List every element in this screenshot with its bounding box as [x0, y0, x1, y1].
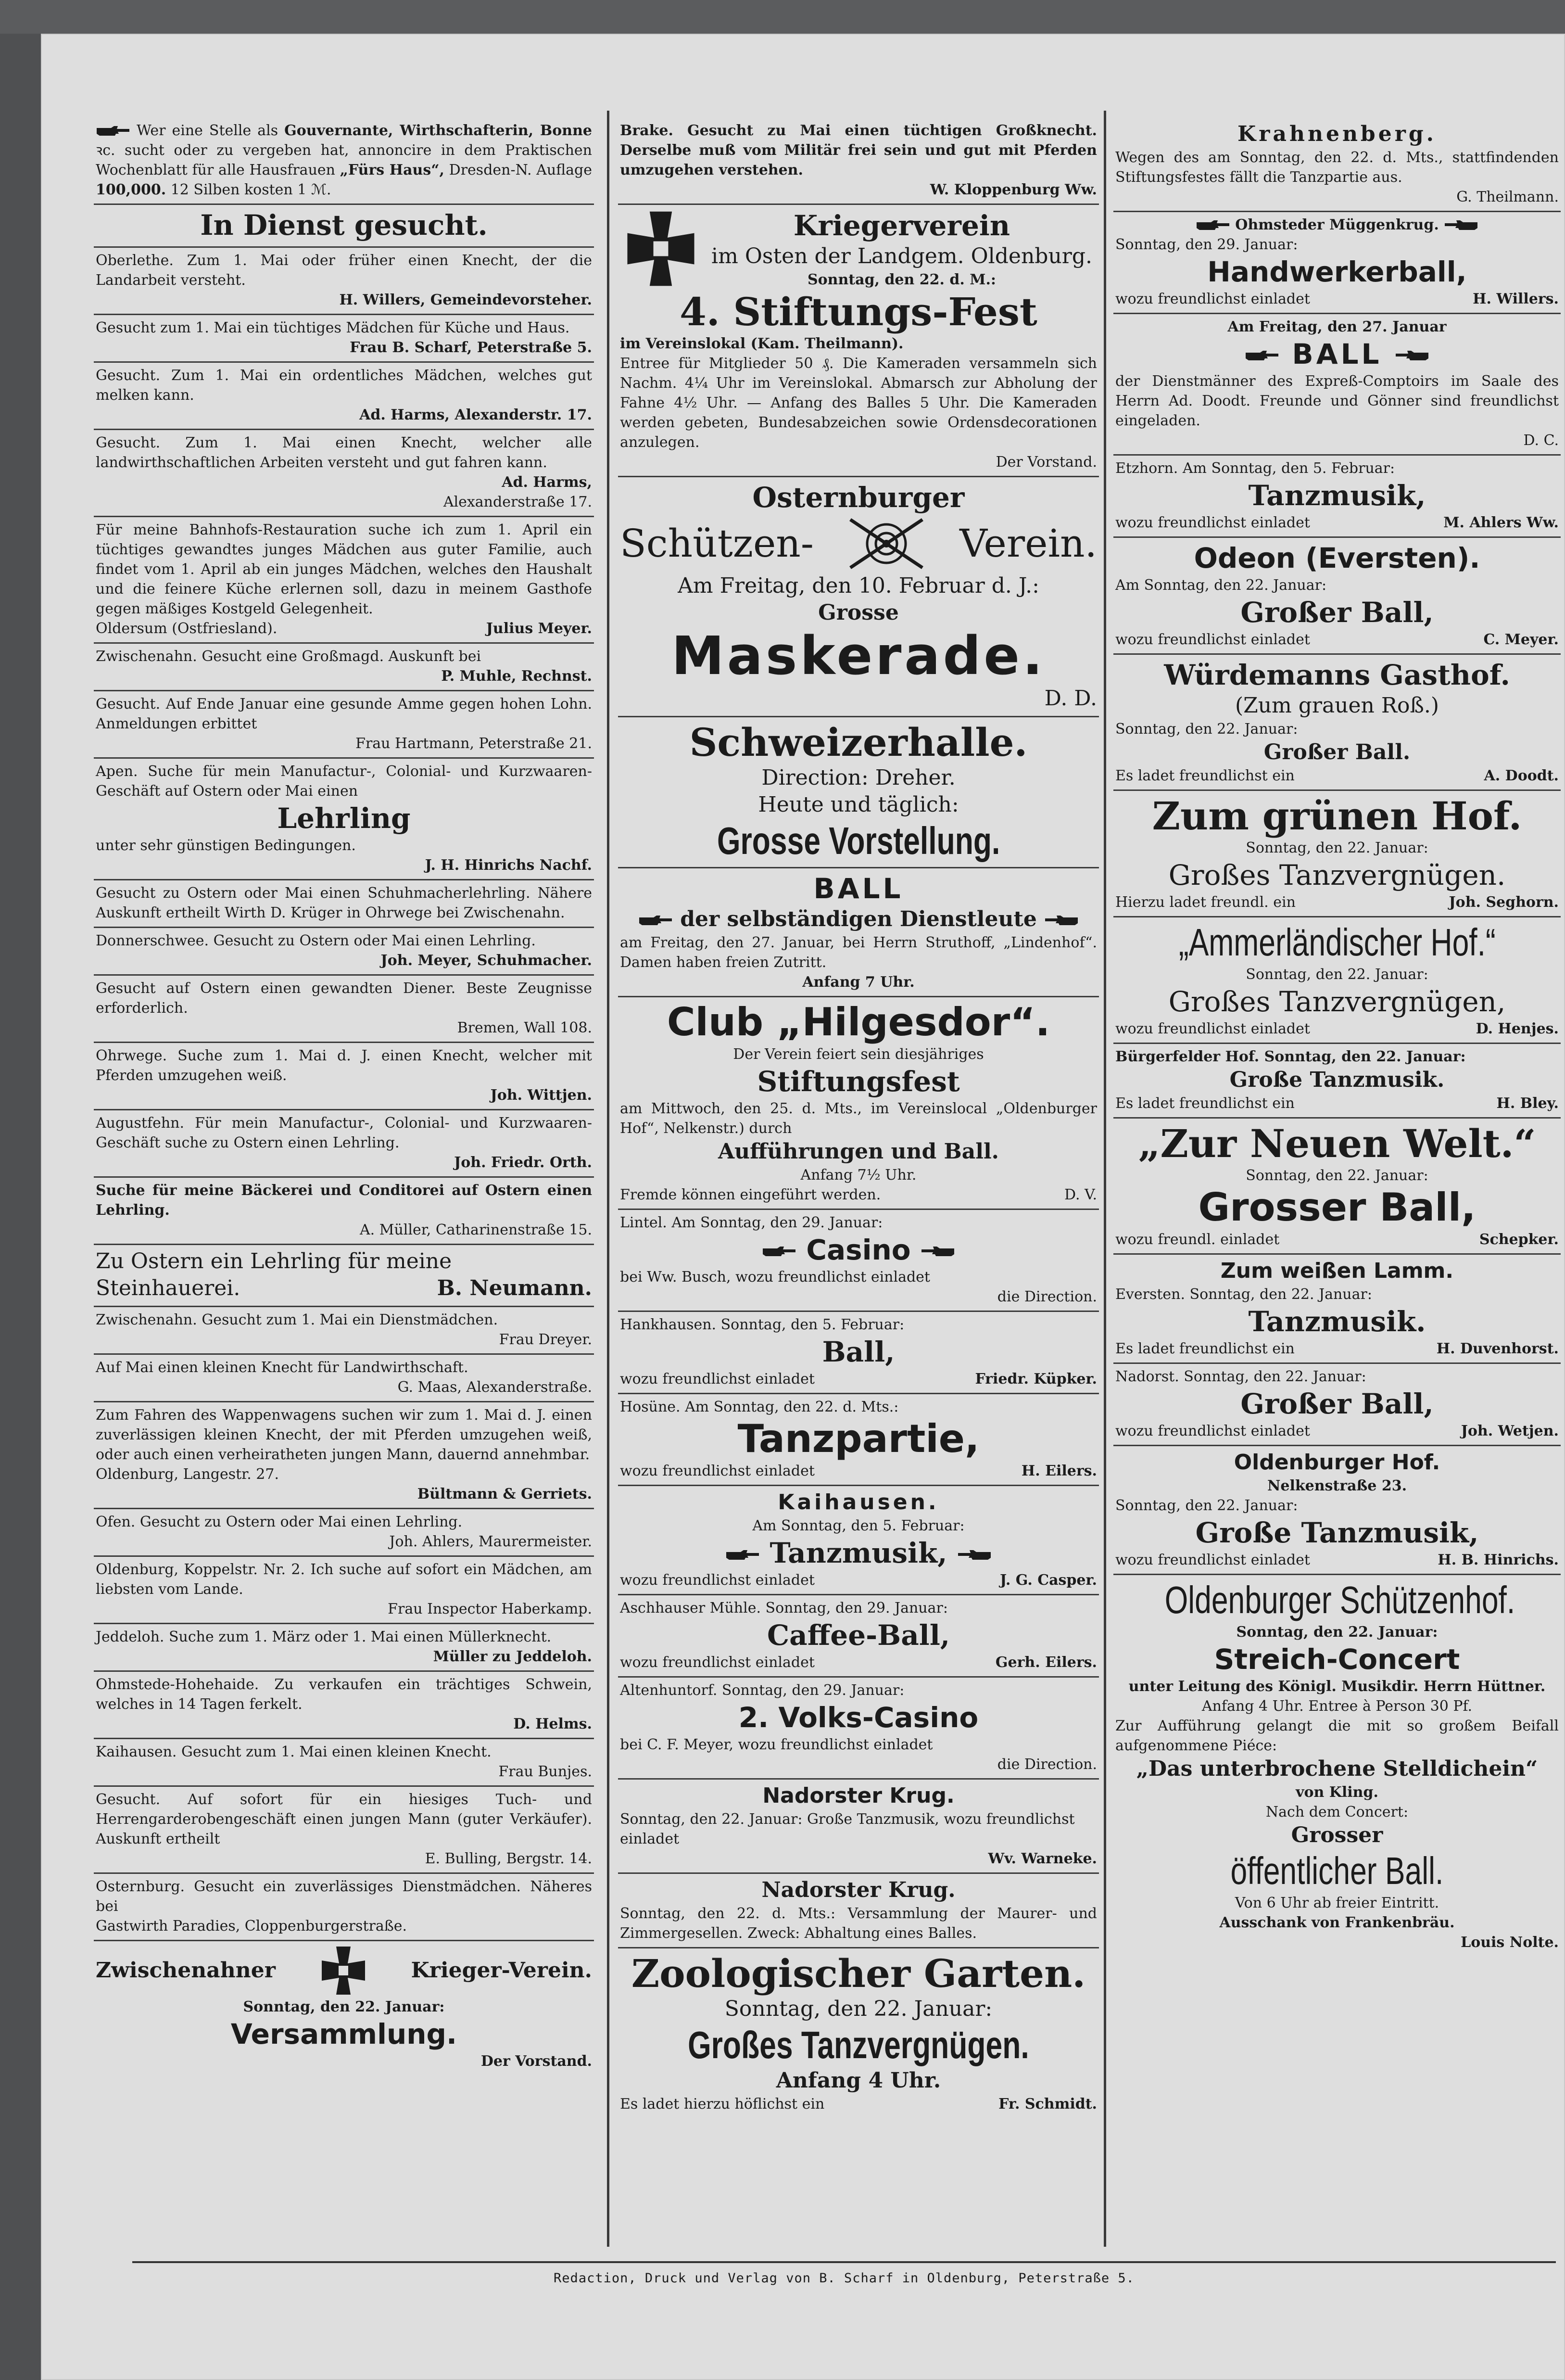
ad-wuerdemanns: Würdemanns Gasthof. (Zum grauen Roß.) Sonntag, den 22. Januar: Großer Ball. Es ladet freundlichst ein A. Doodt. [1113, 655, 1561, 791]
ad-wappenwagen: Zum Fahren des Wappenwagens suchen wir zum 1. Mai d. J. einen zuverlässigen kleinen Knecht, der mit Pferden umzugehen weiß, oder auch einen verheiratheten jungen Mann, dauernd annehmbar. Oldenburg, Langestr. 27. Bültmann & Gerriets. [94, 1402, 594, 1509]
pointing-hand-icon [1395, 350, 1429, 362]
ad-kaihausen-tanz: Kaihausen. Am Sonntag, den 5. Februar: Tanzmusik, wozu freundlichst einladet J. G. Casper. [618, 1486, 1099, 1595]
ad-schuetzen-verein: Osternburger Schützen- Verein. Am Freitag, den 10. Februar d. J.: Grosse Maskerade. D. D. [618, 477, 1099, 717]
ad-osternburg: Osternburg. Gesucht ein zuverlässiges Dienstmädchen. Näheres bei Gastwirth Paradies, Cloppenburgerstraße. [94, 1874, 594, 1941]
pointing-hand-icon [638, 915, 673, 927]
imprint-footer: Redaction, Druck und Verlag von B. Scharf in Oldenburg, Peterstraße 5. [554, 2271, 1135, 2286]
ad-jeddeloh: Jeddeloh. Suche zum 1. März oder 1. Mai einen Müllerknecht. Müller zu Jeddeloh. [94, 1624, 594, 1672]
section-heading: In Dienst gesucht. [94, 205, 594, 248]
ad-nadorst: Nadorst. Sonntag, den 22. Januar: Großer Ball, wozu freundlichst einladet Joh. Wetjen. [1113, 1364, 1561, 1446]
ad-hosuene: Hosüne. Am Sonntag, den 22. d. Mts.: Tanzpartie, wozu freundlichst einladet H. Eilers. [618, 1394, 1099, 1486]
scan-top-border [0, 0, 1565, 34]
ad-haberkamp: Oldenburg, Koppelstr. Nr. 2. Ich suche auf sofort ein Mädchen, am liebsten vom Lande. Frau Inspector Haberkamp. [94, 1557, 594, 1624]
ad-ohrwege: Ohrwege. Suche zum 1. Mai d. J. einen Knecht, welcher mit Pferden umzugehen weiß. Joh. Wittjen. [94, 1043, 594, 1110]
ad-buergerfelder-hof: Bürgerfelder Hof. Sonntag, den 22. Januar: Große Tanzmusik. Es ladet freundlichst ein H. Bley. [1113, 1044, 1561, 1119]
ad-oberlethe: Oberlethe. Zum 1. Mai oder früher einen Knecht, der die Landarbeit versteht. H. Willers, Gemeindevorsteher. [94, 248, 594, 315]
pointing-hand-icon [725, 1549, 760, 1562]
ad-oldenburger-hof: Oldenburger Hof. Nelkenstraße 23. Sonntag, den 22. Januar: Große Tanzmusik, wozu freundlichst einladet H. B. Hinrichs. [1113, 1446, 1561, 1575]
iron-cross-icon [620, 208, 702, 290]
ad-ball-dienstleute: BALL der selbständigen Dienstleute am Freitag, den 27. Januar, bei Herrn Struthoff, „Lindenhof“. Damen haben freien Zutritt. Anfang 7 Uhr. [618, 868, 1099, 997]
ad-donnerschwee: Donnerschwee. Gesucht zu Ostern oder Mai einen Lehrling. Joh. Meyer, Schuhmacher. [94, 928, 594, 976]
ad-hankhausen: Hankhausen. Sonntag, den 5. Februar: Ball, wozu freundlichst einladet Friedr. Küpker. [618, 1312, 1099, 1394]
pointing-hand-icon [1196, 219, 1230, 232]
ad-schweizerhalle: Schweizerhalle. Direction: Dreher. Heute und täglich: Grosse Vorstellung. [618, 717, 1099, 868]
scan-left-border [0, 34, 41, 2380]
ad-steinhauerei: Zu Ostern ein Lehrling für meine Steinhauerei. B. Neumann. [94, 1245, 594, 1307]
ad-kaihausen: Kaihausen. Gesucht zum 1. Mai einen kleinen Knecht. Frau Bunjes. [94, 1739, 594, 1787]
ad-augustfehn: Augustfehn. Für mein Manufactur-, Colonial- und Kurzwaaren-Geschäft suche zu Ostern einen Lehrling. Joh. Friedr. Orth. [94, 1110, 594, 1178]
column-1 [94, 118, 594, 2247]
ad-weisses-lamm: Zum weißen Lamm. Eversten. Sonntag, den 22. Januar: Tanzmusik. Es ladet freundlichst ein H. Duvenhorst. [1113, 1255, 1561, 1364]
pointing-hand-icon [1245, 350, 1279, 362]
ad-baeckerei: Suche für meine Bäckerei und Conditorei auf Ostern einen Lehrling. A. Müller, Catharinenstraße 15. [94, 1178, 594, 1245]
ad-altenhuntorf: Altenhuntorf. Sonntag, den 29. Januar: 2. Volks-Casino bei C. F. Meyer, wozu freundlichst einladet die Direction. [618, 1678, 1099, 1780]
ad-gruener-hof: Zum grünen Hof. Sonntag, den 22. Januar: Großes Tanzvergnügen. Hierzu ladet freundl. ein Joh. Seghorn. [1113, 791, 1561, 917]
ad-zwischenahn-magd: Zwischenahn. Gesucht eine Großmagd. Auskunft bei P. Muhle, Rechnst. [94, 644, 594, 691]
ad-neue-welt: „Zur Neuen Welt.“ Sonntag, den 22. Januar: Grosser Ball, wozu freundl. einladet Schepker. [1113, 1119, 1561, 1255]
footer-rule [132, 2261, 1556, 2263]
ad-club-hilgesdor: Club „Hilgesdor“. Der Verein feiert sein diesjähriges Stiftungsfest am Mittwoch, den 25. d. Mts., im Vereinslocal „Oldenburger Hof“, Nelkenstr.) durch Aufführungen und Ball. Anfang 7½ Uhr. Fremde können eingeführt werden. D. V. [618, 997, 1099, 1210]
ad-gouvernante: Wer eine Stelle als Gouvernante, Wirthschafterin, Bonne ꝛc. sucht oder zu vergeben hat, annoncire in dem Praktischen Wochenblatt für alle Hausfrauen „Fürs Haus“, Dresden-N. Auflage 100,000. 12 Silben kosten 1 ℳ. [94, 118, 594, 205]
pointing-hand-icon [921, 1246, 955, 1258]
ad-ohmsteder-mueggenkrug: Ohmsteder Müggenkrug. Sonntag, den 29. Januar: Handwerkerball, wozu freundlichst einladet H. Willers. [1113, 212, 1561, 314]
ad-ammerlaendischer-hof: „Ammerländischer Hof.“ Sonntag, den 22. Januar: Großes Tanzvergnügen, wozu freundlichst einladet D. Henjes. [1113, 917, 1561, 1044]
ad-aschhauser: Aschhauser Mühle. Sonntag, den 29. Januar: Caffee-Ball, wozu freundlichst einladet Gerh. Eilers. [618, 1595, 1099, 1678]
ad-helms: Ohmstede-Hohehaide. Zu verkaufen ein trächtiges Schwein, welches in 14 Tagen ferkelt. D. Helms. [94, 1672, 594, 1739]
ad-apen-lehrling: Apen. Suche für mein Manufactur-, Colonial- und Kurzwaaren-Geschäft auf Ostern oder Mai einen Lehrling unter sehr günstigen Bedingungen. J. H. Hinrichs Nachf. [94, 759, 594, 880]
pointing-hand-icon [1444, 219, 1478, 232]
ad-dreyer: Zwischenahn. Gesucht zum 1. Mai ein Dienstmädchen. Frau Dreyer. [94, 1307, 594, 1355]
ad-lintel-casino: Lintel. Am Sonntag, den 29. Januar: Casino bei Ww. Busch, wozu freundlichst einladet die Direction. [618, 1210, 1099, 1312]
ad-ball-dienstmaenner: Am Freitag, den 27. Januar BALL der Dienstmänner des Expreß-Comptoirs im Saale des Herrn Ad. Doodt. Freunde und Gönner sind freundlichst eingeladen. D. C. [1113, 314, 1561, 456]
ad-krahnenberg: Krahnenberg. Wegen des am Sonntag, den 22. d. Mts., stattfindenden Stiftungsfestes fällt die Tanzpartie aus. G. Theilmann. [1113, 118, 1561, 212]
ad-etzhorn: Etzhorn. Am Sonntag, den 5. Februar: Tanzmusik, wozu freundlichst einladet M. Ahlers Ww. [1113, 456, 1561, 538]
ad-schuhmacher: Gesucht zu Ostern oder Mai einen Schuhmacherlehrling. Nähere Auskunft ertheilt Wirth D. Krüger in Ohrwege bei Zwischenahn. [94, 880, 594, 928]
iron-cross-icon [317, 1944, 370, 1997]
ad-nadorster-krug-2: Nadorster Krug. Sonntag, den 22. d. Mts.: Versammlung der Maurer- und Zimmergesellen. Zweck: Abhaltung eines Balles. [618, 1874, 1099, 1948]
ad-harms-2: Gesucht. Zum 1. Mai einen Knecht, welcher alle landwirthschaftlichen Arbeiten versteht und gut fahren kann. Ad. Harms, Alexanderstraße 17. [94, 430, 594, 517]
ad-diener: Gesucht auf Ostern einen gewandten Diener. Beste Zeugnisse erforderlich. Bremen, Wall 108. [94, 976, 594, 1043]
ad-amme: Gesucht. Auf Ende Januar eine gesunde Amme gegen hohen Lohn. Anmeldungen erbittet Frau Hartmann, Peterstraße 21. [94, 691, 594, 759]
column-rule [1104, 111, 1106, 2247]
ad-zoologischer-garten: Zoologischer Garten. Sonntag, den 22. Januar: Großes Tanzvergnügen. Anfang 4 Uhr. Es ladet hierzu höflichst ein Fr. Schmidt. [620, 1951, 1097, 2113]
ad-bahnhof: Für meine Bahnhofs-Restauration suche ich zum 1. April ein tüchtiges gewandtes junges Mädchen aus guter Familie, auch findet vom 1. April ab ein junges Mädchen, welches den Haushalt und die feinere Küche erlernen soll, dazu in meinem Gasthofe gegen mäßiges Kostgeld Gelegenheit. Oldersum (Ostfriesland). Julius Meyer. [94, 517, 594, 644]
ad-brake: Brake. Gesucht zu Mai einen tüchtigen Großknecht. Derselbe muß vom Militär frei sein und gut mit Pferden umzugehen verstehen. W. Kloppenburg Ww. [618, 118, 1099, 205]
ad-harms-1: Gesucht. Zum 1. Mai ein ordentliches Mädchen, welches gut melken kann. Ad. Harms, Alexanderstr. 17. [94, 363, 594, 430]
ad-schuetzenhof: Oldenburger Schützenhof. Sonntag, den 22. Januar: Streich-Concert unter Leitung des Königl. Musikdir. Herrn Hüttner. Anfang 4 Uhr. Entree à Person 30 Pf. Zur Aufführung gelangt die mit so großem Beifall aufgenommene Piéce: „Das unterbrochene Stelldichein“ von Kling. Nach dem Concert: Grosser öffentlicher Ball. Von 6 Uhr ab freier Eintritt. Ausschank von Frankenbräu. Louis Nolte. [1115, 1578, 1559, 1951]
ad-bulling: Gesucht. Auf sofort für ein hiesiges Tuch- und Herrengarderobengeschäft einen jungen Mann (guter Verkäufer). Auskunft ertheilt E. Bulling, Bergstr. 14. [94, 1787, 594, 1874]
ad-kriegerverein: Kriegerverein im Osten der Landgem. Oldenburg. Sonntag, den 22. d. M.: 4. Stiftungs-Fest im Vereinslokal (Kam. Theilmann). Entree für Mitglieder 50 ₰. Die Kameraden versammeln sich Nachm. 4¼ Uhr im Vereinslokal. Abmarsch zur Abholung der Fahne 4½ Uhr. — Anfang des Balles 5 Uhr. Die Kameraden werden gebeten, Bundesabzeichen sowie Ordensdecorationen anzulegen. Der Vorstand. [618, 205, 1099, 477]
ad-krieger-verein: Zwischenahner Krieger-Verein. Sonntag, den 22. Januar: Versammlung. Der Vorstand. [94, 1941, 594, 2075]
column-rule [607, 111, 609, 2247]
column-2 [618, 118, 1099, 2247]
pointing-hand-icon [762, 1246, 796, 1258]
ad-maas: Auf Mai einen kleinen Knecht für Landwirthschaft. G. Maas, Alexanderstraße. [94, 1355, 594, 1402]
ad-ofen: Ofen. Gesucht zu Ostern oder Mai einen Lehrling. Joh. Ahlers, Maurermeister. [94, 1509, 594, 1557]
ad-nadorster-krug-1: Nadorster Krug. Sonntag, den 22. Januar: Große Tanzmusik, wozu freundlichst einladet Wv. Warneke. [618, 1780, 1099, 1874]
target-rifles-icon [848, 515, 925, 573]
pointing-hand-icon [1044, 915, 1079, 927]
pointing-hand-icon [96, 125, 130, 138]
ad-scharf: Gesucht zum 1. Mai ein tüchtiges Mädchen für Küche und Haus. Frau B. Scharf, Peterstraße 5. [94, 315, 594, 363]
ad-odeon: Odeon (Eversten). Am Sonntag, den 22. Januar: Großer Ball, wozu freundlichst einladet C. Meyer. [1113, 538, 1561, 655]
column-3 [1113, 118, 1561, 2247]
pointing-hand-icon [957, 1549, 992, 1562]
